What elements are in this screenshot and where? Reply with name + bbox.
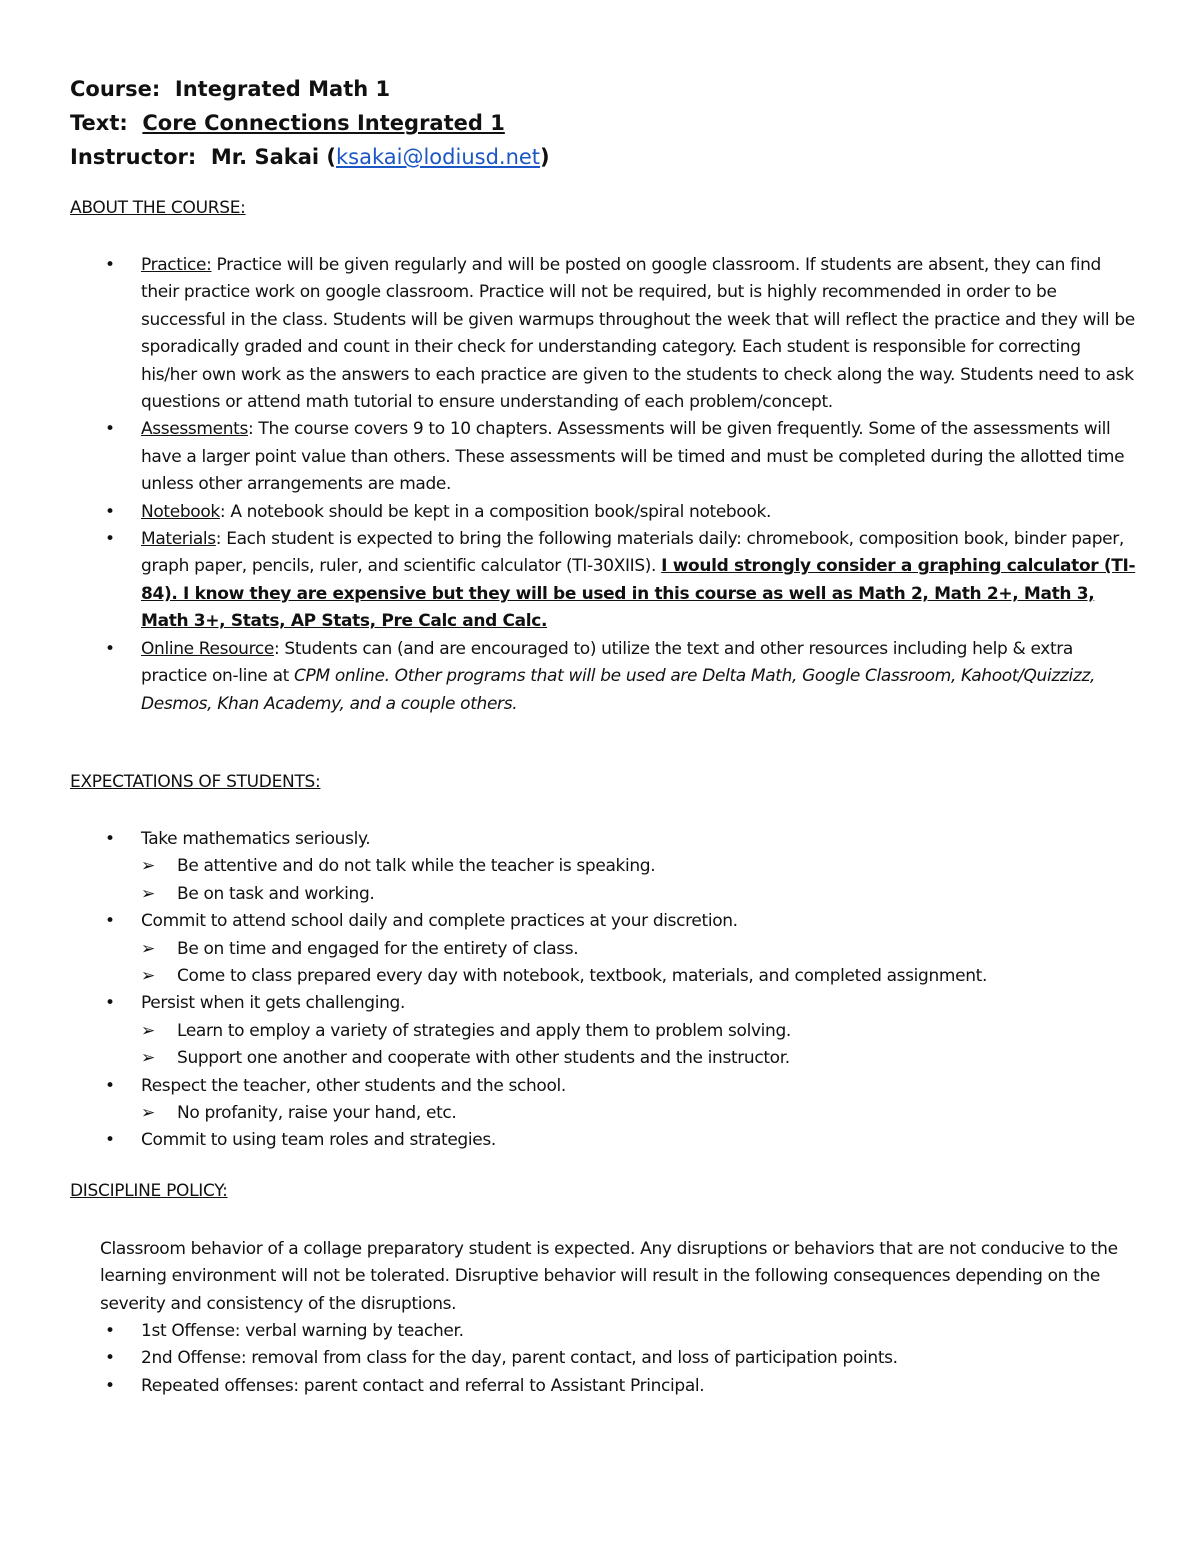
list-item — [105, 990, 1140, 1072]
assessments-text: : The course covers 9 to 10 chapters. Assessments will be given frequently. Some of the assessments will have a larger point value than others. These assessments will be timed and must be completed during the allotted time unless other arrangements are made. — [141, 419, 1125, 495]
bullet-icon: • — [105, 993, 115, 1014]
expectations-list — [105, 826, 1140, 1155]
text-label: Text: — [70, 111, 128, 135]
arrow-icon: ➢ — [141, 1048, 155, 1069]
bullet-icon: • — [105, 1321, 115, 1341]
offense-list — [105, 1318, 1140, 1400]
discipline-section-title: DISCIPLINE POLICY: — [70, 1181, 228, 1201]
arrow-icon: ➢ — [141, 1020, 155, 1041]
list-item — [105, 1318, 1140, 1345]
arrow-icon: ➢ — [141, 883, 155, 904]
course-line — [70, 72, 550, 106]
arrow-icon: ➢ — [141, 966, 155, 987]
materials-text: : Each student is expected to bring the following materials daily: chromebook, composition book, binder paper, graph paper, pencils, ruler, and scientific calculator (TI-30XIIS). — [141, 529, 1124, 577]
sub-item-text: No profanity, raise your hand, etc. — [177, 1103, 457, 1124]
offense-text: Repeated offenses: parent contact and referral to Assistant Principal. — [141, 1375, 705, 1396]
online-label: Online Resource — [141, 638, 274, 659]
expectation-text: Commit to using team roles and strategies. — [141, 1130, 496, 1151]
sub-item-text: Learn to employ a variety of strategies and apply them to problem solving. — [177, 1020, 791, 1041]
list-item-online-resource — [105, 636, 1140, 718]
sub-item-text: Be attentive and do not talk while the teacher is speaking. — [177, 856, 656, 877]
sub-item — [141, 853, 1140, 880]
bullet-icon: • — [105, 911, 115, 932]
instructor-email-link[interactable]: ksakai@lodiusd.net — [336, 145, 541, 169]
course-value: Integrated Math 1 — [174, 77, 391, 101]
expectations-section-title: EXPECTATIONS OF STUDENTS: — [70, 772, 321, 792]
expectation-text: Commit to attend school daily and complete practices at your discretion. — [141, 911, 738, 932]
bullet-icon: • — [105, 1348, 115, 1369]
bullet-icon: • — [105, 1075, 115, 1096]
discipline-intro: Classroom behavior of a collage preparatory student is expected. Any disruptions or behaviors that are not conducive to the learning environment will not be tolerated. Disruptive behavior will result in the following consequences depending on the severity and consistency of the disruptions. — [100, 1239, 1118, 1314]
course-header — [70, 72, 550, 174]
text-value: Core Connections Integrated 1 — [142, 111, 505, 135]
about-list — [105, 252, 1140, 718]
offense-text: 1st Offense: verbal warning by teacher. — [141, 1321, 464, 1341]
bullet-icon: • — [105, 829, 115, 849]
list-item-practice — [105, 252, 1140, 416]
sub-item — [141, 1100, 1140, 1127]
list-item-materials — [105, 526, 1140, 636]
notebook-text: : A notebook should be kept in a composition book/spiral notebook. — [219, 501, 772, 522]
list-item-notebook — [105, 499, 1140, 526]
list-item — [105, 908, 1140, 990]
materials-label: Materials — [141, 529, 216, 550]
bullet-icon: • — [105, 529, 115, 550]
notebook-label: Notebook — [141, 501, 220, 522]
arrow-icon: ➢ — [141, 856, 155, 877]
sub-item — [141, 881, 1140, 908]
instructor-name: Mr. Sakai ( — [210, 145, 336, 169]
bullet-icon: • — [105, 638, 115, 659]
instructor-label: Instructor: — [70, 145, 197, 169]
sub-item — [141, 936, 1140, 963]
instructor-line — [70, 140, 550, 174]
sub-item — [141, 1045, 1140, 1072]
list-item — [105, 826, 1140, 908]
sub-item-text: Be on time and engaged for the entirety of class. — [177, 938, 579, 959]
bullet-icon: • — [105, 419, 115, 440]
list-item-assessments — [105, 416, 1140, 498]
expectation-text: Take mathematics seriously. — [141, 829, 371, 849]
expectation-text: Respect the teacher, other students and the school. — [141, 1075, 566, 1096]
sub-item — [141, 1018, 1140, 1045]
bullet-icon: • — [105, 1375, 115, 1396]
sub-item-text: Come to class prepared every day with notebook, textbook, materials, and completed assignment. — [177, 966, 988, 987]
assessments-label: Assessments — [141, 419, 248, 440]
list-item — [105, 1127, 1140, 1154]
instructor-close: ) — [540, 145, 550, 169]
course-label: Course: — [70, 77, 161, 101]
text-line — [70, 106, 550, 140]
practice-text: Practice will be given regularly and will be posted on google classroom. If students are absent, they can find their practice work on google classroom. Practice will not be required, but is highly recommended in order to be successful in the class. Students will be given warmups throughout the week that will reflect the practice and they will be sporadically graded and count in their check for understanding category. Each student is responsible for correcting his/her own work as the answers to each practice are given to the students to check along the way. Students need to ask questions or attend math tutorial to ensure understanding of each problem/concept. — [141, 255, 1135, 413]
online-text: : Students can (and are encouraged to) utilize the text and other resources including help & extra practice on-line at — [141, 638, 1073, 687]
materials-bold-text: I would strongly consider a graphing calculator (TI-84). I know they are expensive but they will be used in this course as well as Math 2, Math 2+, Math 3, Math 3+, Stats, AP Stats, Pre Calc and Calc. — [141, 556, 1136, 632]
expectation-text: Persist when it gets challenging. — [141, 993, 406, 1014]
list-item — [105, 1073, 1140, 1128]
sub-item-text: Be on task and working. — [177, 883, 375, 904]
bullet-icon: • — [105, 1130, 115, 1151]
sub-item — [141, 963, 1140, 990]
bullet-icon: • — [105, 255, 115, 275]
online-italic-text: CPM online. Other programs that will be used are Delta Math, Google Classroom, Kahoot/Quizzizz, Desmos, Khan Academy, and a couple others. — [141, 666, 1096, 714]
offense-text: 2nd Offense: removal from class for the day, parent contact, and loss of participation points. — [141, 1348, 898, 1369]
arrow-icon: ➢ — [141, 1103, 155, 1124]
arrow-icon: ➢ — [141, 938, 155, 959]
sub-item-text: Support one another and cooperate with other students and the instructor. — [177, 1048, 790, 1069]
list-item — [105, 1373, 1140, 1400]
bullet-icon: • — [105, 501, 115, 522]
list-item — [105, 1345, 1140, 1372]
practice-label: Practice: — [141, 255, 212, 275]
about-section-title: ABOUT THE COURSE: — [70, 198, 246, 218]
